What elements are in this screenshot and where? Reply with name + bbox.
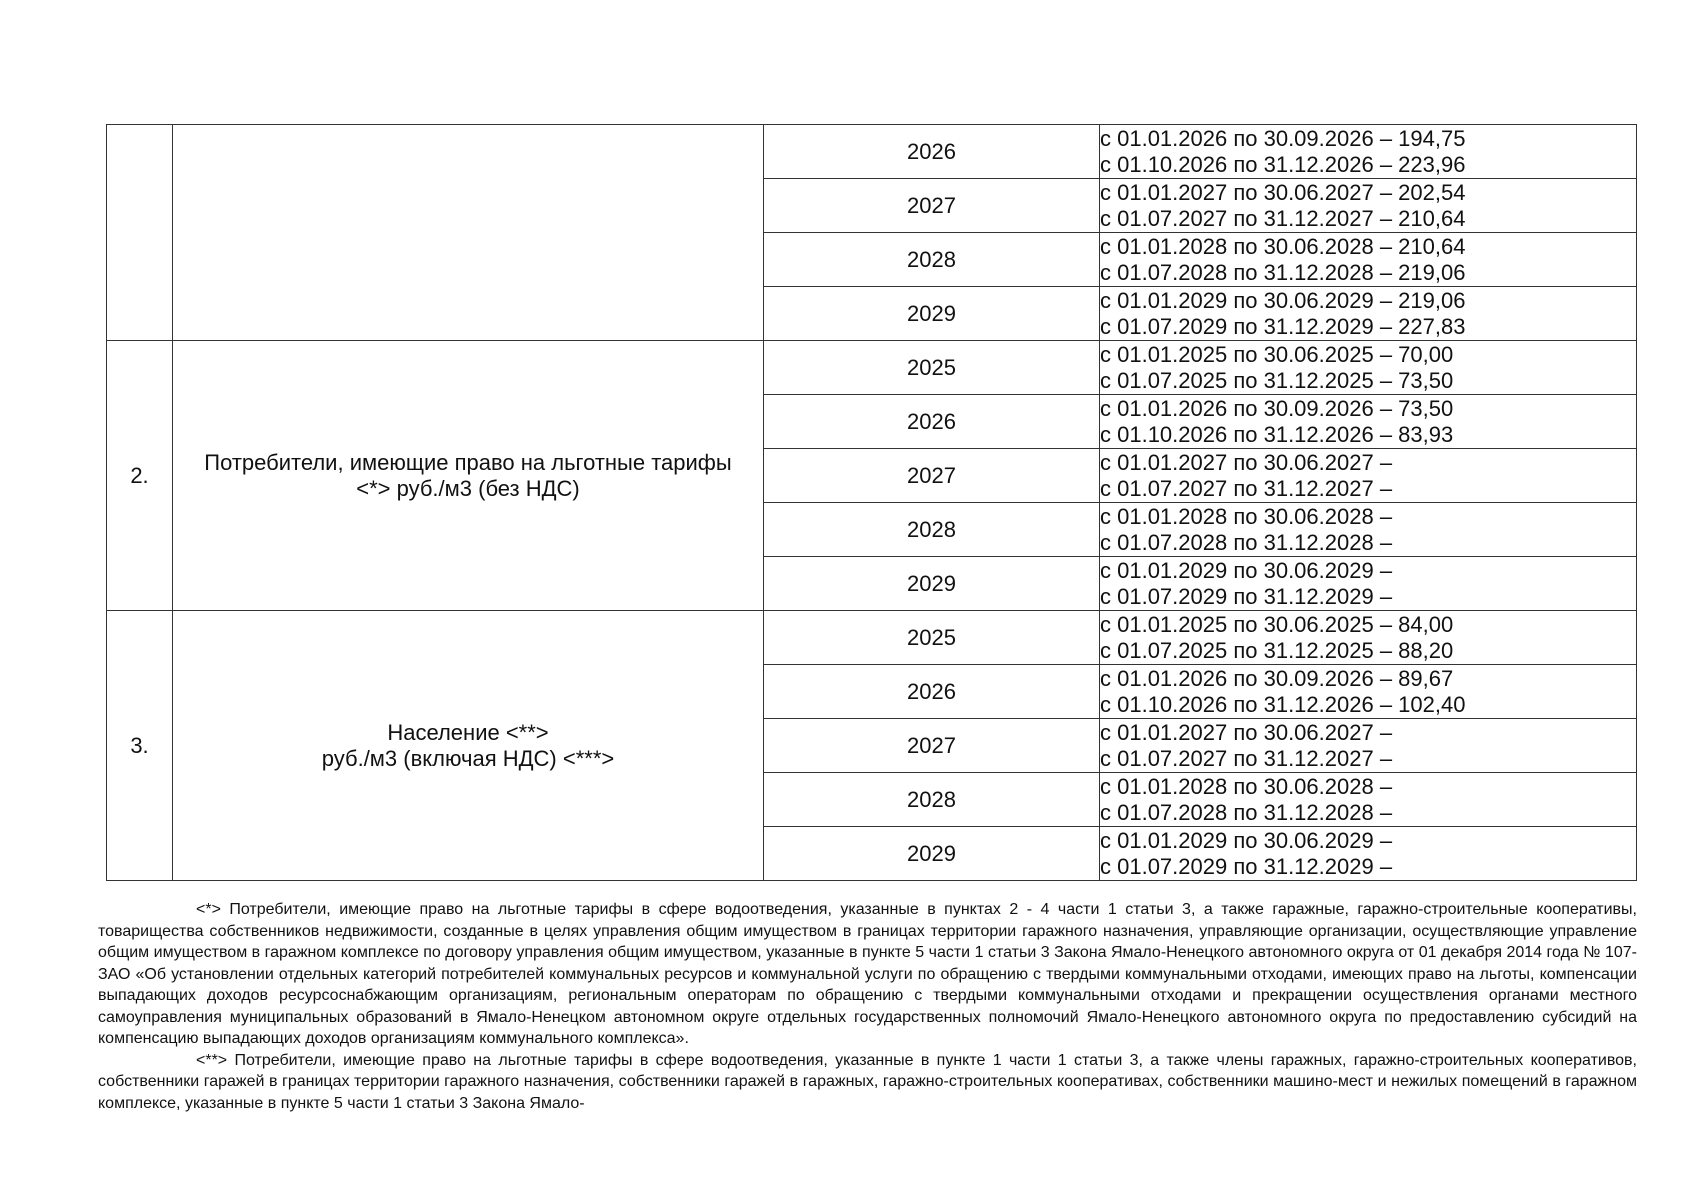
footnote-two-star: <**> Потребители, имеющие право на льготные тарифы в сфере водоотведения, указанные в пункте 1 части 1 статьи 3, а также члены гаражных, гаражно-строительных кооперативов, собственники гаражей в границах территории гаражного назначения, собственники гаражей в гаражных, гаражно-строительных кооперативах, собственники машино-мест и нежилых помещений в гаражном комплексе, указанные в пункте 5 части 1 статьи 3 Закона Ямало- [98, 1051, 1637, 1112]
year-cell: 2025 [764, 341, 1100, 395]
group-category: Население <**> руб./м3 (включая НДС) <***> [173, 611, 764, 881]
year-cell: 2027 [764, 719, 1100, 773]
period-cell: с 01.01.2026 по 30.09.2026 – 73,50 с 01.10.2026 по 31.12.2026 – 83,93 [1100, 395, 1637, 449]
period-cell: с 01.01.2026 по 30.09.2026 – 194,75 с 01.10.2026 по 31.12.2026 – 223,96 [1100, 125, 1637, 179]
year-cell: 2026 [764, 395, 1100, 449]
footnotes [98, 899, 1637, 1114]
year-cell: 2029 [764, 557, 1100, 611]
year-cell: 2026 [764, 665, 1100, 719]
period-cell: с 01.01.2029 по 30.06.2029 – 219,06 с 01.07.2029 по 31.12.2029 – 227,83 [1100, 287, 1637, 341]
year-cell: 2028 [764, 233, 1100, 287]
period-cell: с 01.01.2029 по 30.06.2029 – с 01.07.2029 по 31.12.2029 – [1100, 827, 1637, 881]
period-cell: с 01.01.2026 по 30.09.2026 – 89,67 с 01.10.2026 по 31.12.2026 – 102,40 [1100, 665, 1637, 719]
tariff-table [106, 124, 1637, 881]
year-cell: 2026 [764, 125, 1100, 179]
period-cell: с 01.01.2028 по 30.06.2028 – 210,64 с 01.07.2028 по 31.12.2028 – 219,06 [1100, 233, 1637, 287]
year-cell: 2029 [764, 827, 1100, 881]
group-category [173, 125, 764, 341]
period-cell: с 01.01.2029 по 30.06.2029 – с 01.07.2029 по 31.12.2029 – [1100, 557, 1637, 611]
group-number [107, 125, 173, 341]
year-cell: 2028 [764, 503, 1100, 557]
footnote-one-star: <*> Потребители, имеющие право на льготные тарифы в сфере водоотведения, указанные в пунктах 2 - 4 части 1 статьи 3, а также гаражные, гаражно-строительные кооперативы, товарищества собственников недвижимости, созданные в целях управления общим имуществом в границах территории гаражного назначения, управляющие организации, осуществляющие управление общим имуществом в гаражном комплексе по договору управления общим имуществом, указанные в пункте 5 части 1 статьи 3 Закона Ямало-Ненецкого автономного округа от 01 декабря 2014 года № 107-ЗАО «Об установлении отдельных категорий потребителей коммунальных ресурсов и коммунальной услуги по обращению с твердыми коммунальными отходами, имеющих право на льготы, компенсации выпадающих доходов ресурсоснабжающим организациям, региональным операторам по обращению с твердыми коммунальными отходами и прекращении осуществления органами местного самоуправления муниципальных образований в Ямало-Ненецком автономном округе отдельных государственных полномочий Ямало-Ненецкого автономного округа по предоставлению субсидий на компенсацию выпадающих доходов организациям коммунального комплекса». [98, 901, 1637, 1047]
period-cell: с 01.01.2027 по 30.06.2027 – 202,54 с 01.07.2027 по 31.12.2027 – 210,64 [1100, 179, 1637, 233]
group-category: Потребители, имеющие право на льготные тарифы <*> руб./м3 (без НДС) [173, 341, 764, 611]
table-row [107, 125, 1637, 179]
group-number: 2. [107, 341, 173, 611]
period-cell: с 01.01.2028 по 30.06.2028 – с 01.07.2028 по 31.12.2028 – [1100, 503, 1637, 557]
period-cell: с 01.01.2025 по 30.06.2025 – 70,00 с 01.07.2025 по 31.12.2025 – 73,50 [1100, 341, 1637, 395]
year-cell: 2025 [764, 611, 1100, 665]
period-cell: с 01.01.2027 по 30.06.2027 – с 01.07.2027 по 31.12.2027 – [1100, 449, 1637, 503]
table-row [107, 341, 1637, 395]
year-cell: 2028 [764, 773, 1100, 827]
group-number: 3. [107, 611, 173, 881]
year-cell: 2029 [764, 287, 1100, 341]
period-cell: с 01.01.2027 по 30.06.2027 – с 01.07.2027 по 31.12.2027 – [1100, 719, 1637, 773]
year-cell: 2027 [764, 179, 1100, 233]
year-cell: 2027 [764, 449, 1100, 503]
table-row [107, 611, 1637, 665]
period-cell: с 01.01.2025 по 30.06.2025 – 84,00 с 01.07.2025 по 31.12.2025 – 88,20 [1100, 611, 1637, 665]
period-cell: с 01.01.2028 по 30.06.2028 – с 01.07.2028 по 31.12.2028 – [1100, 773, 1637, 827]
